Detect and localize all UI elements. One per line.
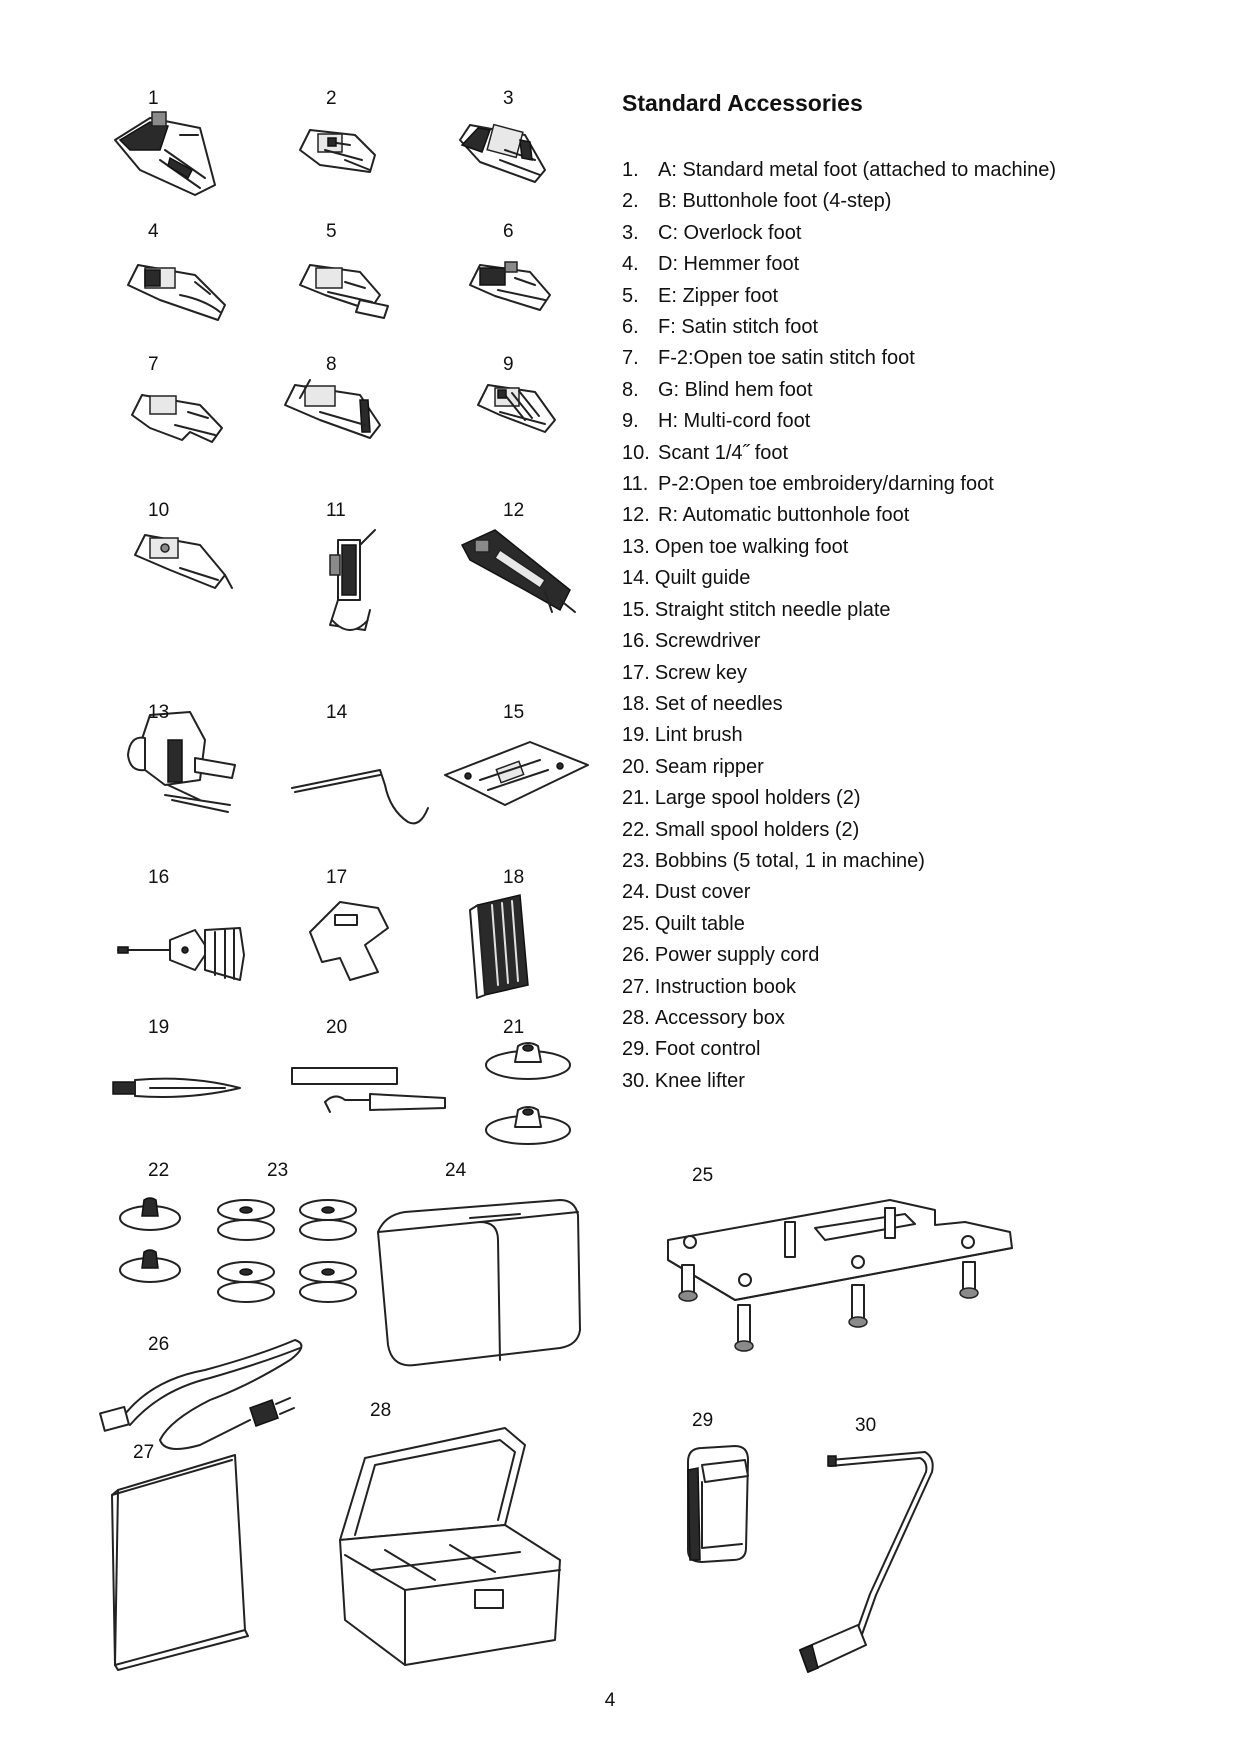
automatic-buttonhole-foot-illustration [462, 530, 575, 612]
darning-foot-illustration [330, 530, 375, 630]
list-item [622, 343, 1056, 374]
list-item [622, 815, 1056, 846]
item-text: B: Buttonhole foot (4-step) [658, 190, 892, 213]
figure-label-29: 29 [692, 1410, 714, 1431]
bobbins-illustration [218, 1200, 356, 1302]
item-text: Accessory box [654, 1006, 785, 1029]
item-number: 20. [622, 755, 650, 778]
figure-label-22: 22 [148, 1160, 170, 1181]
figure-label-20: 20 [326, 1017, 348, 1038]
figure-label-16: 16 [148, 867, 170, 888]
list-item [622, 375, 1056, 406]
list-item [622, 249, 1056, 280]
item-text: R: Automatic buttonhole foot [658, 504, 910, 527]
list-item [622, 940, 1056, 971]
list-item [622, 312, 1056, 343]
item-text: F: Satin stitch foot [658, 316, 819, 339]
item-text: P-2:Open toe embroidery/darning foot [658, 473, 994, 496]
item-number: 13. [622, 535, 650, 558]
list-item [622, 438, 1056, 469]
item-number: 9. [622, 410, 639, 433]
item-text: Small spool holders (2) [654, 818, 860, 841]
item-number: 25. [622, 912, 650, 935]
figure-label-30: 30 [855, 1415, 877, 1436]
item-number: 16. [622, 630, 650, 653]
figure-label-28: 28 [370, 1400, 392, 1421]
list-item [622, 155, 1056, 186]
hemmer-foot-illustration [128, 265, 225, 320]
item-text: C: Overlock foot [658, 221, 802, 244]
figure-label-21: 21 [503, 1017, 525, 1038]
figure-label-19: 19 [148, 1017, 170, 1038]
buttonhole-foot-illustration [300, 130, 375, 172]
knee-lifter-illustration [800, 1452, 933, 1672]
figure-label-5: 5 [326, 221, 337, 242]
blind-hem-foot-illustration [285, 380, 380, 438]
multi-cord-foot-illustration [478, 385, 555, 432]
item-number: 22. [622, 818, 650, 841]
item-number: 18. [622, 692, 650, 715]
figure-label-4: 4 [148, 221, 159, 242]
item-text: Lint brush [654, 724, 743, 747]
item-number: 15. [622, 598, 650, 621]
open-toe-satin-foot-illustration [132, 395, 222, 442]
seam-ripper-illustration [292, 1068, 445, 1112]
figure-label-23: 23 [267, 1160, 289, 1181]
list-item [622, 626, 1056, 657]
dust-cover-illustration [378, 1200, 580, 1365]
item-text: Knee lifter [654, 1069, 745, 1092]
item-number: 17. [622, 661, 650, 684]
item-text: Quilt guide [654, 567, 751, 590]
item-number: 7. [622, 347, 639, 370]
figure-label-27: 27 [133, 1442, 155, 1463]
item-number: 26. [622, 944, 650, 967]
list-item [622, 752, 1056, 783]
figure-label-17: 17 [326, 867, 348, 888]
item-text: Quilt table [654, 912, 745, 935]
figure-label-8: 8 [326, 354, 337, 375]
figure-label-15: 15 [503, 702, 525, 723]
figure-label-26: 26 [148, 1334, 170, 1355]
item-text: A: Standard metal foot (attached to machine) [658, 159, 1056, 181]
list-item [622, 689, 1056, 720]
item-number: 5. [622, 284, 639, 307]
item-number: 29. [622, 1038, 650, 1061]
figure-label-2: 2 [326, 88, 337, 109]
accessory-box-illustration [340, 1428, 560, 1665]
page-number: 4 [604, 1690, 616, 1711]
item-text: H: Multi-cord foot [658, 410, 811, 433]
item-number: 21. [622, 787, 650, 810]
list-item [622, 658, 1056, 689]
list-item [622, 281, 1056, 312]
zipper-foot-illustration [300, 265, 388, 318]
list-item [622, 186, 1056, 217]
list-item [622, 406, 1056, 437]
small-spool-holders-illustration [120, 1198, 180, 1282]
figure-label-13: 13 [148, 702, 170, 723]
item-text: Power supply cord [654, 944, 820, 967]
item-number: 3. [622, 221, 639, 244]
item-number: 4. [622, 253, 639, 276]
list-item [622, 972, 1056, 1003]
figure-label-7: 7 [148, 354, 159, 375]
figure-label-9: 9 [503, 354, 514, 375]
list-item [622, 1066, 1056, 1097]
list-item [622, 783, 1056, 814]
figure-label-11: 11 [326, 500, 346, 521]
large-spool-holders-illustration [486, 1043, 570, 1144]
item-number: 19. [622, 724, 650, 747]
item-text: Open toe walking foot [654, 535, 849, 558]
screw-key-illustration [310, 902, 388, 980]
item-text: Scant 1/4˝ foot [658, 441, 789, 464]
figure-label-6: 6 [503, 221, 514, 242]
item-number: 12. [622, 504, 650, 527]
accessories-list [622, 155, 1056, 1097]
figure-label-14: 14 [326, 702, 348, 723]
list-item [622, 720, 1056, 751]
item-number: 6. [622, 316, 639, 339]
list-item [622, 1034, 1056, 1065]
figure-label-12: 12 [503, 500, 525, 521]
quilt-table-illustration [668, 1200, 1012, 1351]
item-number: 28. [622, 1006, 650, 1029]
item-number: 27. [622, 975, 650, 998]
item-number: 24. [622, 881, 650, 904]
item-number: 1. [622, 159, 639, 181]
list-item [622, 877, 1056, 908]
satin-stitch-foot-illustration [470, 262, 550, 310]
walking-foot-illustration [128, 712, 235, 812]
list-item [622, 909, 1056, 940]
list-item [622, 218, 1056, 249]
figure-label-24: 24 [445, 1160, 467, 1181]
list-item [622, 532, 1056, 563]
figure-label-3: 3 [503, 88, 514, 109]
needle-plate-illustration [445, 742, 588, 805]
item-text: D: Hemmer foot [658, 253, 800, 276]
item-number: 30. [622, 1069, 650, 1092]
item-text: Screwdriver [654, 630, 761, 653]
standard-metal-foot-illustration [115, 112, 215, 195]
scant-quarter-foot-illustration [135, 535, 232, 588]
item-number: 10. [622, 441, 650, 464]
item-text: Seam ripper [654, 755, 764, 778]
item-text: Screw key [654, 661, 748, 684]
lint-brush-illustration [113, 1079, 240, 1097]
figure-label-18: 18 [503, 867, 525, 888]
item-text: Set of needles [654, 692, 783, 715]
screwdriver-illustration [118, 928, 244, 980]
instruction-book-illustration [112, 1455, 248, 1670]
item-text: Foot control [654, 1038, 761, 1061]
item-text: Dust cover [654, 881, 751, 904]
list-item [622, 1003, 1056, 1034]
item-text: Instruction book [654, 975, 797, 998]
figure-label-10: 10 [148, 500, 170, 521]
quilt-guide-illustration [292, 770, 428, 823]
item-text: Bobbins (5 total, 1 in machine) [654, 849, 925, 872]
list-item [622, 469, 1056, 500]
list-item [622, 595, 1056, 626]
figure-label-25: 25 [692, 1165, 714, 1186]
overlock-foot-illustration [460, 125, 545, 182]
section-heading: Standard Accessories [622, 90, 863, 116]
list-item [622, 846, 1056, 877]
item-number: 23. [622, 849, 650, 872]
item-number: 8. [622, 378, 639, 401]
item-number: 14. [622, 567, 650, 590]
item-number: 11. [622, 473, 649, 496]
list-item [622, 563, 1056, 594]
item-text: E: Zipper foot [658, 284, 779, 307]
needles-case-illustration [470, 895, 528, 998]
item-text: Large spool holders (2) [654, 787, 861, 810]
item-number: 2. [622, 190, 639, 213]
foot-control-illustration [688, 1446, 748, 1562]
power-cord-illustration [100, 1340, 301, 1449]
figure-label-1: 1 [148, 88, 159, 109]
list-item [622, 500, 1056, 531]
item-text: F-2:Open toe satin stitch foot [658, 347, 915, 370]
item-text: Straight stitch needle plate [654, 598, 891, 621]
item-text: G: Blind hem foot [658, 378, 813, 401]
